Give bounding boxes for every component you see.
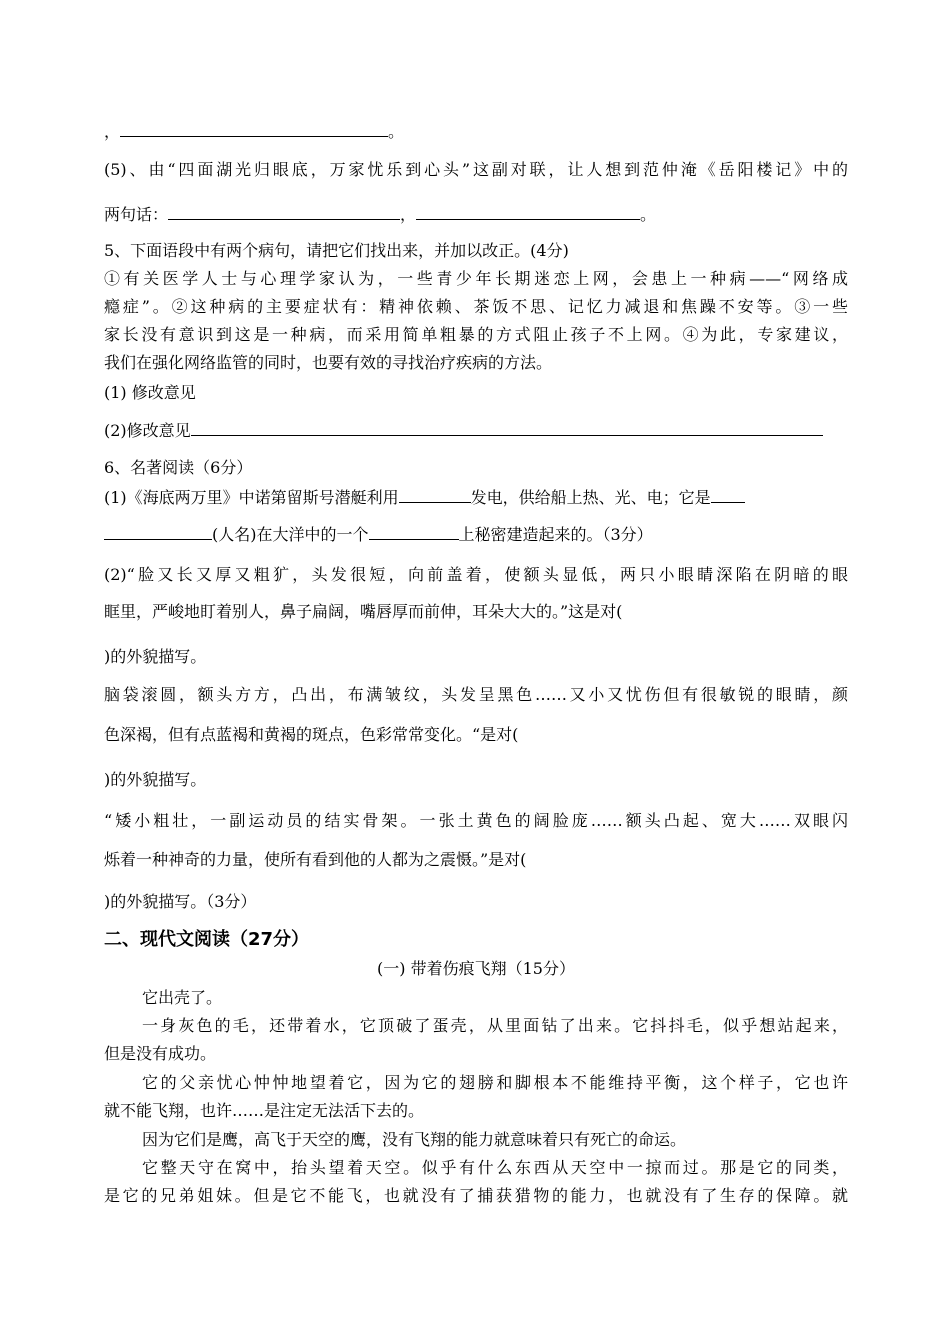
passage-line: 是它的兄弟姐妹。但是它不能飞，也就没有了捕获猎物的能力，也就没有了生存的保障。就 bbox=[104, 1186, 848, 1205]
passage-line: 一身灰色的毛，还带着水，它顶破了蛋壳，从里面钻了出来。它抖抖毛，似乎想站起来， bbox=[142, 1016, 848, 1035]
question-6-2-line: “矮小粗壮，一副运动员的结实骨架。一张土黄色的阔脸庞……额头凸起、宽大……双眼闪 bbox=[104, 811, 848, 830]
question-6-2-line: )的外貌描写。 bbox=[104, 770, 207, 789]
comma-text: ， bbox=[104, 122, 121, 141]
passage-line: 因为它们是鹰，高飞于天空的鹰，没有飞翔的能力就意味着只有死亡的命运。 bbox=[142, 1130, 687, 1149]
answer-blank[interactable] bbox=[191, 419, 823, 436]
question-6-2-line: 脑袋滚圆，额头方方，凸出，布满皱纹，头发呈黑色……又小又忧伤但有很敏锐的眼睛，颜 bbox=[104, 685, 848, 704]
passage-line: 就不能飞翔，也许……是注定无法活下去的。 bbox=[104, 1101, 425, 1120]
question-4-5-answer-line bbox=[104, 203, 656, 226]
question-6-1-line-2 bbox=[104, 523, 653, 546]
question-5-paragraph-line: 我们在强化网络监管的同时，也要有效的寻找治疗疾病的方法。 bbox=[104, 353, 553, 372]
question-text: (1)《海底两万里》中诺第留斯号潜艇利用 bbox=[104, 488, 399, 507]
question-5-fix-2 bbox=[104, 419, 823, 442]
passage-line: 它的父亲忧心忡忡地望着它，因为它的翅膀和脚根本不能维持平衡，这个样子，它也许 bbox=[142, 1073, 848, 1092]
question-5-paragraph-line: 瘾症”。②这种病的主要症状有：精神依赖、茶饭不思、记忆力减退和焦躁不安等。③一些 bbox=[104, 297, 848, 316]
fix-label: (2)修改意见 bbox=[104, 421, 191, 440]
answer-blank[interactable] bbox=[711, 486, 745, 503]
answer-blank[interactable] bbox=[399, 486, 471, 503]
question-4-5-prompt: (5)、由“四面湖光归眼底，万家忧乐到心头”这副对联，让人想到范仲淹《岳阳楼记》中的 bbox=[104, 160, 848, 179]
question-5-title: 5、下面语段中有两个病句，请把它们找出来，并加以改正。(4分) bbox=[104, 241, 569, 260]
separator-text: ， bbox=[400, 205, 417, 224]
question-6-2-line: 眶里，严峻地盯着别人，鼻子扁阔，嘴唇厚而前伸，耳朵大大的。”这是对( bbox=[104, 602, 623, 621]
answer-blank[interactable] bbox=[120, 120, 388, 137]
question-text: 发电，供给船上热、光、电；它是 bbox=[470, 488, 711, 507]
period-text: 。 bbox=[640, 205, 657, 224]
question-6-2-line: )的外貌描写。 bbox=[104, 647, 207, 666]
passage-line: 它整天守在窝中，抬头望着天空。似乎有什么东西从天空中一掠而过。那是它的同类， bbox=[142, 1158, 848, 1177]
question-5-fix-1: (1) 修改意见 bbox=[104, 383, 196, 402]
question-6-2-line: (2)“脸又长又厚又粗犷，头发很短，向前盖着，使额头显低，两只小眼睛深陷在阴暗的眼 bbox=[104, 565, 848, 584]
answer-blank[interactable] bbox=[104, 523, 212, 540]
question-6-2-line: 烁着一种神奇的力量，使所有看到他的人都为之震慑。”是对( bbox=[104, 850, 527, 869]
question-6-2-line: 色深褐，但有点蓝褐和黄褐的斑点，色彩常常变化。“是对( bbox=[104, 725, 519, 744]
passage-title: (一) 带着伤痕飞翔（15分） bbox=[377, 959, 575, 978]
question-6-2-line: )的外貌描写。（3分） bbox=[104, 892, 257, 911]
section-heading: 二、现代文阅读（27分） bbox=[104, 929, 310, 950]
question-text: (人名)在大洋中的一个 bbox=[212, 525, 369, 544]
answer-blank[interactable] bbox=[369, 523, 459, 540]
prompt-text: 两句话： bbox=[104, 205, 169, 224]
passage-line: 它出壳了。 bbox=[142, 988, 223, 1007]
answer-blank[interactable] bbox=[168, 203, 400, 220]
question-6-title: 6、名著阅读（6分） bbox=[104, 458, 253, 477]
passage-line: 但是没有成功。 bbox=[104, 1044, 217, 1063]
period-text: 。 bbox=[388, 122, 405, 141]
question-text: 上秘密建造起来的。（3分） bbox=[458, 525, 653, 544]
answer-line-fragment bbox=[104, 120, 404, 143]
question-6-1-line-1 bbox=[104, 486, 745, 509]
question-5-paragraph-line: 家长没有意识到这是一种病，而采用简单粗暴的方式阻止孩子不上网。④为此，专家建议， bbox=[104, 325, 848, 344]
answer-blank[interactable] bbox=[416, 203, 640, 220]
question-5-paragraph-line: ①有关医学人士与心理学家认为，一些青少年长期迷恋上网，会患上一种病——“网络成 bbox=[104, 269, 848, 288]
